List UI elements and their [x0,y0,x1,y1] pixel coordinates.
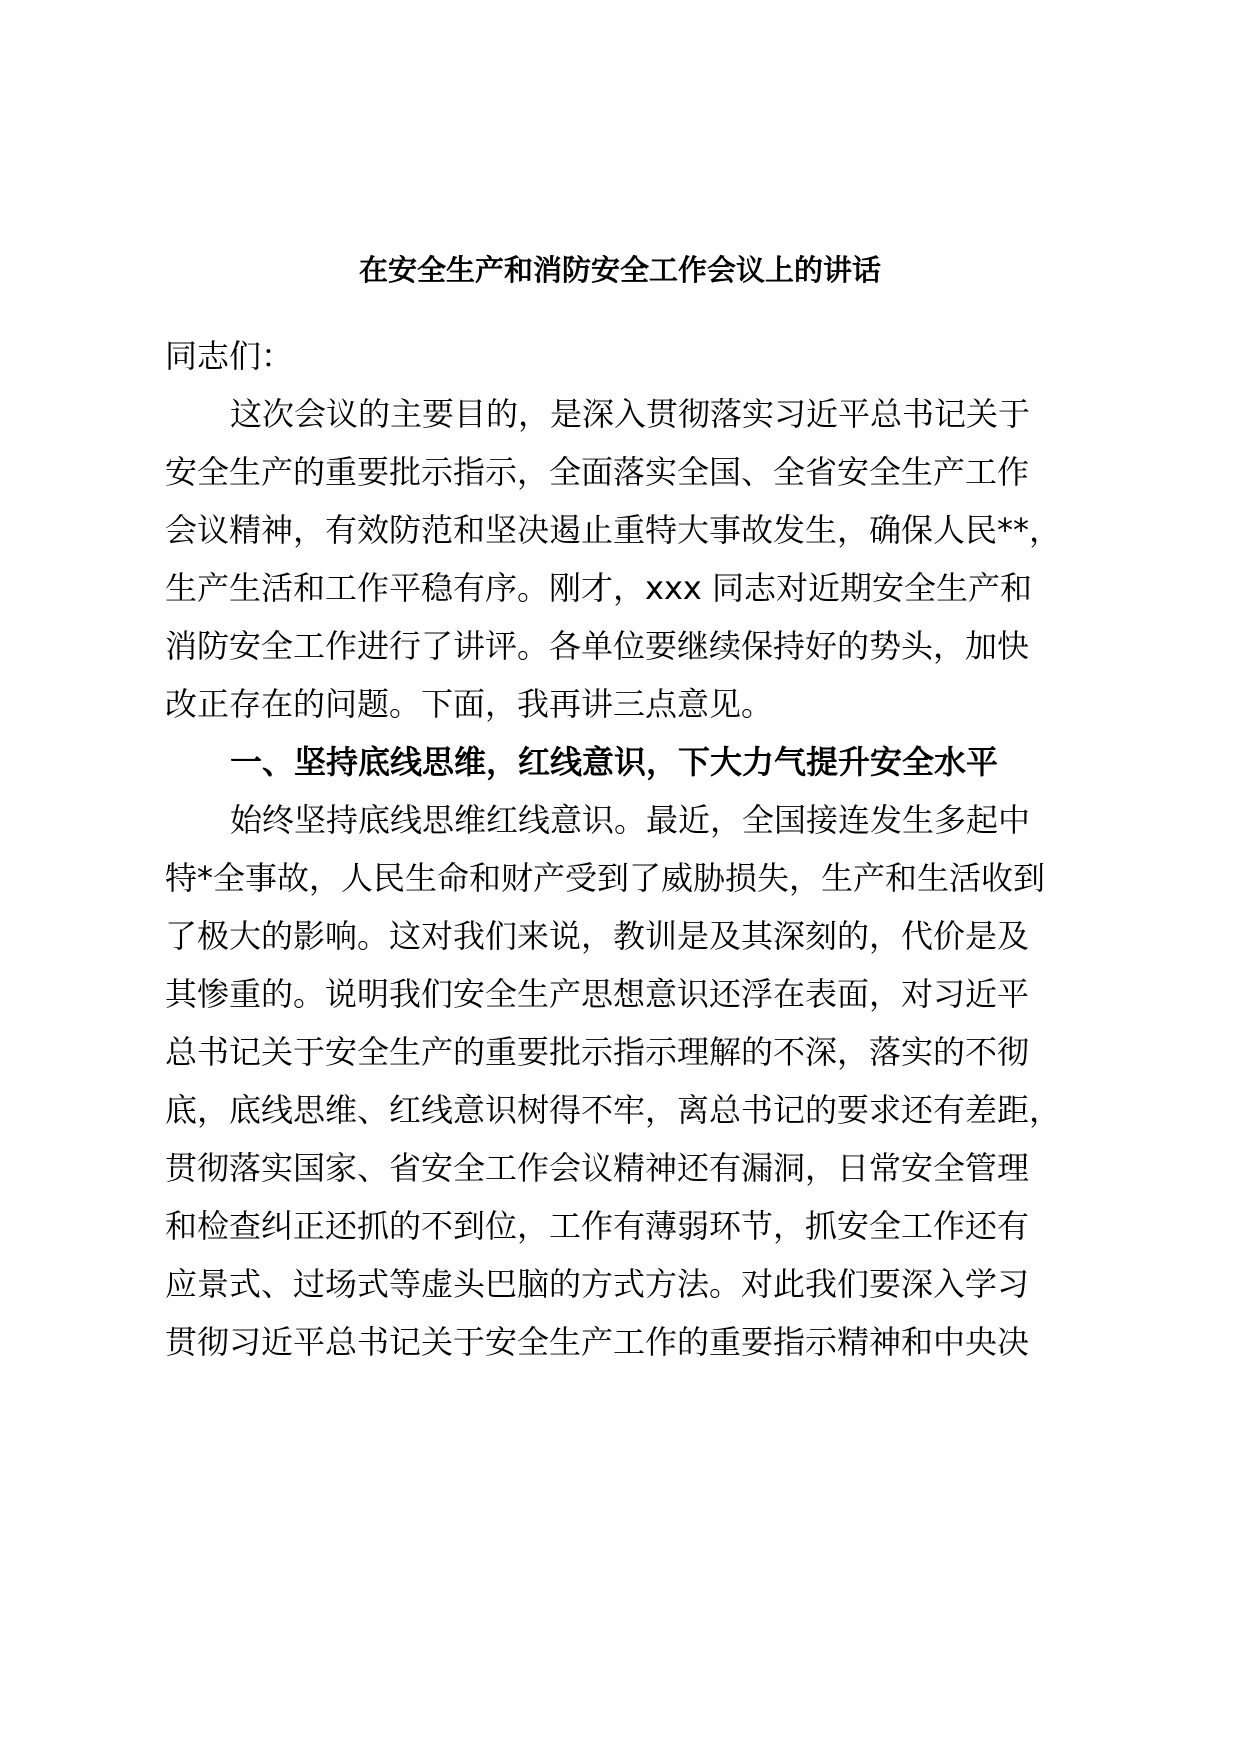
paragraph-line: 总书记关于安全生产的重要批示指示理解的不深，落实的不彻 [165,1033,1030,1071]
paragraph-line: 贯彻习近平总书记关于安全生产工作的重要指示精神和中央决 [165,1323,1030,1361]
paragraph-line: 特*全事故，人民生命和财产受到了威胁损失，生产和生活收到 [165,859,1046,897]
paragraph-line: 底，底线思维、红线意识树得不牢，离总书记的要求还有差距， [165,1091,1062,1129]
paragraph-line: 贯彻落实国家、省安全工作会议精神还有漏洞，日常安全管理 [165,1149,1030,1187]
paragraph-line: 其惨重的。说明我们安全生产思想意识还浮在表面，对习近平 [165,975,1030,1013]
paragraph-line: 了极大的影响。这对我们来说，教训是及其深刻的，代价是及 [165,917,1030,955]
paragraph-line: 会议精神，有效防范和坚决遏止重特大事故发生，确保人民**， [165,511,1062,549]
salutation: 同志们： [165,337,294,375]
paragraph-line: 始终坚持底线思维红线意识。最近，全国接连发生多起中 [230,801,1031,839]
paragraph-line: 应景式、过场式等虚头巴脑的方式方法。对此我们要深入学习 [165,1265,1030,1303]
paragraph-line: 消防安全工作进行了讲评。各单位要继续保持好的势头，加快 [165,627,1030,665]
paragraph-line: 这次会议的主要目的，是深入贯彻落实习近平总书记关于 [230,395,1031,433]
section-heading: 一、坚持底线思维，红线意识，下大力气提升安全水平 [230,743,999,781]
paragraph-line: 安全生产的重要批示指示，全面落实全国、全省安全生产工作 [165,453,1030,491]
paragraph-line: 改正存在的问题。下面，我再讲三点意见。 [165,685,774,723]
document-title: 在安全生产和消防安全工作会议上的讲话 [358,253,881,287]
paragraph-line: 生产生活和工作平稳有序。刚才，xxx 同志对近期安全生产和 [165,569,1032,607]
paragraph-line: 和检查纠正还抓的不到位，工作有薄弱环节，抓安全工作还有 [165,1207,1030,1245]
